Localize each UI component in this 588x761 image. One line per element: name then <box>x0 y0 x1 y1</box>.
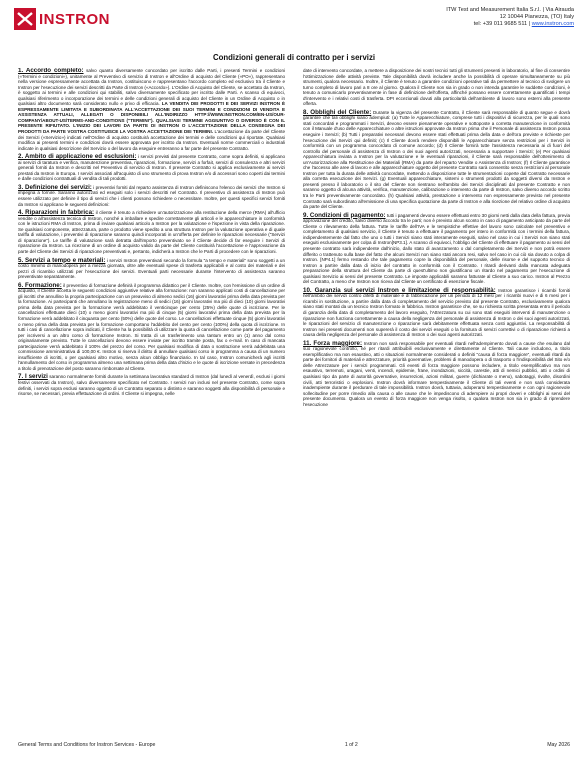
address-line: ITW Test and Measurement Italia S.r.l. | Via Airauda <box>446 7 574 13</box>
clause-body-continued: L'accettazione da parte del Cliente dei Servizi («Servizio») indicati nell'Ordine di acquisto costituirà accettazione dei termini e delle condizioni qui riportate. Qualsiasi modifica ai presenti termini e condizioni dovrà essere approvata per iscritto da Instron. Eventuali norme commerciali o industriali indicate in qualsiasi descrizione del Servizio o del lavoro da eseguire entreranno a far parte del presente Contratto. <box>18 129 285 151</box>
clause-section <box>303 68 570 107</box>
clause-section <box>303 213 570 285</box>
clause-section <box>303 110 570 210</box>
phone-number: tel: +39 011 9685 511 <box>473 21 528 28</box>
clause-section <box>18 283 285 372</box>
footer-page-number: 1 of 2 <box>344 742 358 748</box>
company-address <box>446 7 574 29</box>
clause-body: il cliente è tenuto a richiedere un'autorizzazione alla restituzione della merce (RMA) all'ufficio vendite o all'assistenza tecnica di Instron, nonché a imballare e spedire correttamente gli articoli e le apparecchiature in conformità con le istruzioni RMA di Instron, prima di inviare qualsiasi articolo a Instron per la valutazione e l'ispezione in vista della riparazione. Se qualsiasi componente, attrezzatura, parte o prodotto viene spedito a una struttura Instron per la valutazione operativa e di quale tariffa di valutazione, i preventivi di riparazione saranno quindi incorporati in un'offerta per definire le riparazioni necessarie ("Servizi di riparazione"). Le tariffe di valutazione sarà detratta dall'importo preventivato se il Cliente decide di far eseguire i Servizi di riparazione da Instron. La ricezione di un ordine di acquisto valido da parte del Cliente costituirà l'accettazione e l'approvazione da parte del Cliente dei Servizi di riparazione preventivati e, pertanto, indicherà a Instron che le Parti di procedere con le riparazioni. <box>18 210 285 254</box>
brand-name: INSTRON <box>39 10 110 28</box>
clause-body: Instron non sarà responsabile per eventuali ritardi nell'adempimento dovuti a cause che esulano dal suo ragionevole controllo, né per ritardi attribuibili esclusivamente e direttamente al Cliente. Tali cause includono, a titolo esemplificativo ma non esaustivo, atti o situazioni normalmente considerati o definiti "causa di forza maggiore", eventuali ritardi da parte dei fornitori di materiali e attrezzature, priorità governative, problemi di manodopera o di trasporto o l'indisponibilità del Sito e/o delle Attrezzature per i servizi programmati. Gli eventi di forza maggiore possono includere, a titolo esemplificativo ma non esaustivo, terremoti, uragani, venti, incendi, epidemie, frane, inondazioni, siccità, carestie, atti di nemici pubblici, atti o ordini di qualsiasi tipo da parte di autorità governative, insurrezioni, azioni militari, guerre (dichiarate o meno), sabotaggi, rivolte, disordini civili, atti terroristici o esplosioni. Instron dovrà informare tempestivamente il Cliente di tali eventi e non sarà considerata inadempiente durante il perdurare di tale impossibilità. Instron dovrà, tuttavia, adoperarsi tempestivamente e con ogni ragionevole sollecitudine per porre rimedio alla causa o alle cause che le impediscono di adempiere ai propri doveri e obblighi ai sensi del presente documento. Qualora un evento di forza maggiore non venga risolto, o qualora Instron non sia in grado di riprendere l'esecuzione <box>303 340 570 407</box>
clause-heading: 11. Forza maggiore: <box>303 339 363 347</box>
clause-heading: 5. Servizi a tempo e materiali: <box>18 256 106 264</box>
clause-heading: 9. Condizioni di pagamento: <box>303 211 386 219</box>
footer-document-name: General Terms and Conditions for Instron Services - Europe <box>18 742 156 748</box>
clause-body: salvo quanto diversamente concordato per iscritto dalle Parti, i presenti Termini e condizioni («Termini e condizioni»), unitamente al Preventivo di servizio di Instron e all'Ordine di acquisto del Cliente («PO»), rappresentano nella versione espressamente accettata da Instron, costituiscono e rappresentano l'accordo completo ed esclusivo tra il Cliente e Instron per l'esecuzione dei servizi descritti da Parte di Instron («Accordo»). L'Ordine di Acquisto del Cliente, se accettato da Instron, è soggetto ai termini e alle condizioni qui stabiliti, salvo diversamente specificato per iscritto dalle Parti. A scanso di equivoci, qualsiasi riferimento o incorporazione dei termini e delle condizioni generali di acquisto del Cliente in un Ordine di Acquisto o in qualsiasi altro documento sarà considerato nullo e privo di efficacia. <box>18 68 285 107</box>
clause-emphasis: LA VENDITA DEI PRODOTTI E DEI SERVIZI INSTRON È ESPRESSAMENTE LIMITATA E SUBORDINATA ALL'ACCETTAZIONE DEI SUOI TERMINI E CONDIZIONI DI VENDITA E ASSISTENZA ATTUALI, ALLEGATI O DISPONIBILI ALL'INDIRIZZO HTTP://WWW.INSTRON.COM/EN-US/OUR-COMPANY/ABOUT-US/TERMS-AND-CONDITIONS ("TERMINI"). QUALSIASI TERMINE AGGIUNTIVO O DIVERSO È CON IL PRESENTE RIFIUTATO. L'INIZIO DEI LAVORI DA PARTE DI INSTRON O L'ACCETTAZIONE DELLA CONSEGNA DEI PRODOTTI DA PARTE VOSTRA COSTITUISCE LA VOSTRA ACCETTAZIONE DEI TERMINI. <box>18 101 285 135</box>
clause-heading: 1. Accordo completo: <box>18 68 84 74</box>
clause-body: i servizi previsti dal presente Contratto, come sopra definiti, si applicano ai servizi di taratura e verifica, manutenzione preventiva, riparazioni, formazione, servizi a forfait, servizi di consulenza e altri servizi generali forniti da Instron e descritti nel Preventivo di servizio di Instron. Il presente Contratto si applica esclusivamente ai servizi prestati da Instron in Europa. I servizi associati all'acquisto di uno strumento di prova Instron e/o di accessori sono coperti dai termini e dalle condizioni contrattuali di vendita di tali prodotti. <box>18 154 285 182</box>
clause-body: tutti i pagamenti devono essere effettuati entro 30 giorni netti dalla data della fattura, previa approvazione del credito, salvo diverso accordo tra le parti; non è previsto alcun sconto in caso di pagamento anticipato da parte del Cliente o rilevamento della fattura. Tutte le tariffe dell'IVA e le tempistiche effettive del lavoro sono calcolate nel preventivo e completamento di qualsiasi servizio, il Cliente è tenuto a effettuare il pagamento per intero in conformità con i termini della fattura, indipendentemente dal fatto che uno o tutti i Servizi siano stati interamente eseguiti, salvo nel caso in cui i Servizi non siano stati eseguiti esclusivamente per colpa di Instron[NP3.1]. A scanso di equivoci, l'obbligo del Cliente di effettuare il pagamento ai sensi del presente contratto sarà indipendente dall'inizio, dallo stato di avanzamento o dal completamento dei Servizi e non potrà essere differito o trattenuto sulla base del fatto che alcuni Servizi non siano stati ancora resi, salvo nel caso in cui ciò sia dovuto a colpa di Instron. [NP4.1] fermo restando che tale pagamento copre la disponibilità del personale, delle risorse e del supporto tecnico di Instron a partire dalla data di inizio del contratto in conformità con il Contratto. I ritardi derivanti dalla mancata adeguata preparazione della struttura del Cliente da parte di quest'ultimo non giustificano un ritardo nel pagamento per l'esecuzione di qualsiasi Servizio ai sensi del presente Contratto. Le imposte applicabili saranno fatturate al Cliente a suo carico. Instron al Prezzo del Contratto, a meno che Instron non riceva dal Cliente un certificato di esenzione fiscale. <box>303 212 570 285</box>
clause-section <box>18 185 285 207</box>
clause-heading: 7. I servizi <box>18 373 48 381</box>
clause-heading: 8. Obblighi del Cliente: <box>303 108 372 116</box>
clause-section <box>303 341 570 408</box>
clause-section <box>303 288 570 338</box>
clause-section <box>18 258 285 280</box>
instron-logo <box>14 8 120 30</box>
clause-body: il preventivo di formazione definirà il programma didattico per il Cliente. Inoltre, con l'emissione di un ordine di acquisto, il Cliente accetta le seguenti condizioni aggiuntive relative alla formazione: non saranno applicati costi di cancellazione per gli iscritti che annullino la propria partecipazione con un preavviso di almeno sedici (16) giorni lavorativi prima della data prevista per la formazione. Ai partecipanti che annullano la registrazione meno di sedici (16) giorni lavorativi ma più di dieci (10) giorni lavorativi prima della data prevista per la formazione verrà addebitato il venticinque per cento (25%) delle quote di iscrizione. Per le cancellazioni effettuate dieci (10) o meno giorni lavorativi ma più di cinque (5) giorni lavorativi prima della data prevista per la formazione verrà addebitato il cinquanta per cento (50%) delle quote del corso. Le cancellazioni effettuate cinque (5) giorni lavorativi o meno prima della data prevista per la formazione comportano l'addebito del cento per cento (100%) della quota di iscrizione. In tutti i casi di cancellazione sopra indicati, il Cliente ha la possibilità di utilizzare la quota di cancellazione come parte del pagamento per iscriversi a un altro corso di formazione Instron. Si tratta di un trasferimento una tantum entro un (1) anno dal corso originariamente previsto. Tutte le cancellazioni devono essere inviate per iscritto tramite posta, fax o e-mail. In caso di mancata partecipazione verrà addebitato il 100% del prezzo del corso. Per qualsiasi modifica di data o sostituzione verrà addebitata una commissione amministrativa di 100,00 €. Instron si riserva il diritto di annullare qualsiasi corso in programma a causa di un numero insufficiente di iscritti, o per qualsiasi altro motivo, senza alcun obbligo finanziario. In tal caso, Instron comunicherà agli iscritti l'annullamento del corso in programma almeno una settimana prima della data d'inizio e le quote di iscrizione versate in precedenza a titolo di prenotazione del posto saranno rimborsate al Cliente. <box>18 282 285 371</box>
clause-section <box>18 154 285 182</box>
clause-section <box>18 374 285 396</box>
clause-heading: 4. Riparazioni in fabbrica: <box>18 209 95 217</box>
clause-body: Instron garantisce i ricambi forniti nell'ambito dei servizi contro difetti di materiale e di fabbricazione per un periodo di 12 mesi per i ricambi nuovi e di 6 mesi per i ricambi in sostituzione, a partire dalla data di completamento del servizio previsto dal presente Contratto, esclusivamente qualora siano stati montati da un tecnico Instron formato in fabbrica. Instron garantisce che, se su richiesta scritta presentata entro il periodo di garanzia della data di completamento del lavoro eseguito, l'Attrezzatura su cui sono stati eseguiti interventi di manutenzione o riparazione non funziona correttamente a causa della negligenza del personale di assistenza di Instron o dei suoi agenti autorizzati, le riparazioni del servizio di manutenzione o riparazione sarà debitamente effettuata senza costi aggiuntivi. La responsabilità di Instron nei presenti documenti non supererà il costo dei servizi eseguiti o la fornitura di servizi correttivi o di riparazione richiesti a causa della negligenza del personale di assistenza di Instron o dei suoi agenti autorizzati. <box>303 287 570 338</box>
instron-logo-mark-icon <box>14 8 36 30</box>
clause-heading: 6. Formazione: <box>18 281 62 289</box>
footer-date: May 2026 <box>547 742 570 748</box>
page-footer <box>18 742 570 748</box>
clause-body: date di intervento concordate, a mettere a disposizione dei nostri tecnici tutti gli strumenti presenti in laboratorio, al fine di consentire l'ottimizzazione delle attività previste. Tale disponibilità dovrà includere anche la possibilità di operare simultaneamente su più strumenti, qualora necessario. Inoltre, il Cliente è tenuto a garantire condizioni operative tali da permettere al tecnico di svolgere un turno completo di lavoro pari a 8 ore al giorno. Qualora il Cliente non sia in grado o non intenda garantire le suddette condizioni, è tenuto a comunicarlo preventivamente in fase di definizione dell'offerta, affinché possano essere correttamente quantificati i tempi d'intervento e i relativi costi di trasferta. DPI eccezionali dovuti alla particolarità dell'ambiente di lavoro sono esterni alla presente offerta. <box>303 68 570 107</box>
address-line: 12 10044 Pianezza, (TO) Italy <box>499 14 574 21</box>
document-title: Condizioni generali di contratto per i servizi <box>212 53 376 62</box>
clause-body: i servizi Instron preventivati secondo la formula "a tempo e materiali" sono soggetti a un costo minimo di manodopera per a mezza giornata, oltre alle eventuali spese di trasferta applicabili e al costo dei materiali e dei pezzi di ricambio utilizzati per l'esecuzione dei servizi. Eventuali parti necessarie durante l'intervento di assistenza saranno preventivate separatamente. <box>18 257 285 280</box>
clause-section <box>18 210 285 254</box>
clause-heading: 2. Ambito di applicazione ed esclusioni: <box>18 153 137 161</box>
clause-body: saranno normalmente forniti durante la settimana lavorativa standard di Instron (dal lunedì al venerdì, esclusi i giorni festivi osservati da Instron), salvo diversamente specificato nel Contratto. I servizi non inclusi nel presente Contratto, come sopra definiti, i servizi sopra esclusi saranno oggetto di un Contratto separato o distinto e saranno soggetti alla disponibilità di personale e risorse, se necessari, previa effettuazione di ordini. Il Cliente si impegna, nelle <box>18 374 285 397</box>
clause-heading: 3. Definizione dei servizi: <box>18 183 92 191</box>
clause-body: i preventivi forniti dal reparto assistenza di Instron definiscono l'elenco dei servizi che Instron si impegna a fornire. Saranno autorizzati ed eseguiti solo i servizi descritti nel Contratto. Il preventivo di assistenza di Instron può essere utilizzato per definire il tipo di servizi che i clienti possono richiedere o necessitare. Inoltre, per questi specifici servizi forniti da Instron si applicano le seguenti definizioni: <box>18 184 285 207</box>
clause-body: Durante la vigenza del presente Contratto, il Cliente sarà responsabile di quanto segue e dovrà garantire che tali obblighi siano adempiuti: (a) Tutte le Apparecchiature, comprese tutti i dispositivi di sicurezza, per le quali sono stati concordati e programmati i Servizi, devono essere pienamente operative e sottoposte a corretta manutenzione in conformità con il Manuale d'uso delle Apparecchiature o altre istruzioni approvate da Instron prima che il Personale di assistenza Instron possa eseguire i Servizi; (b) Tutti i preparativi necessari devono essere stati effettuati prima della data e dell'ora previste e richieste per l'esecuzione dei Servizi qui definiti; (c) Il Cliente dovrà rendere disponibili le Apparecchiature senza restrizioni per i Servizi in conformità con un programma concordato di comune accordo; (d) Il Cliente fornirà tutte l'assistenza necessaria ai di fuori del controllo del personale di assistenza di Instron o dei suoi agenti autorizzati, necessaria a supportare i Servizi; (e) Per qualsiasi Apparecchiatura inviata a Instron per la valutazione e le eventuali riparazioni, il Cliente sarà responsabile dell'ottenimento di un'Autorizzazione alla Restituzione dei Materiali (RMA) da parte del reparto Vendite o Assistenza di Instron; (f) Il Cliente garantisce che l'accesso alle aree di lavoro e alle apparecchiature oggetto del presente Contratto sarà consentito senza restrizioni al personale Instron per tutta la durata delle attività concordate, mettendo a disposizione tutte le strumentazioni coperte dal Contratto necessarie alla corretta esecuzione dei Servizi. (g) Eventuali apparecchiature, sistemi o strumenti prodotti da soggetti diversi da Instron e presenti presso il laboratorio o il sito del Cliente non rientrano nell'ambito dei Servizi disciplinati dal presente Contratto e non saranno oggetto di alcuna attività, verifica, manutenzione, calibrazione o intervento da parte di Instron, salvo diverso accordo scritto tra le Parti preventivamente concordato. (h) Qualsiasi attività, prestazione o intervento non espressamente previsto nel presente Contratto sarà subordinato all'emissione di una specifica quotazione da parte di Instron e alla ricezione del relativo ordine di acquisto da parte del Cliente. <box>303 109 570 210</box>
address-line: tel: +39 011 9685 511 | www.instron.com <box>473 21 574 28</box>
right-column <box>303 68 570 736</box>
document-body <box>18 68 570 736</box>
clause-section <box>18 68 285 151</box>
website-link[interactable]: www.instron.com <box>531 21 574 28</box>
left-column <box>18 68 285 736</box>
clause-heading: 10. Garanzia sui servizi Instron e limitazione di responsabilità: <box>303 286 496 294</box>
